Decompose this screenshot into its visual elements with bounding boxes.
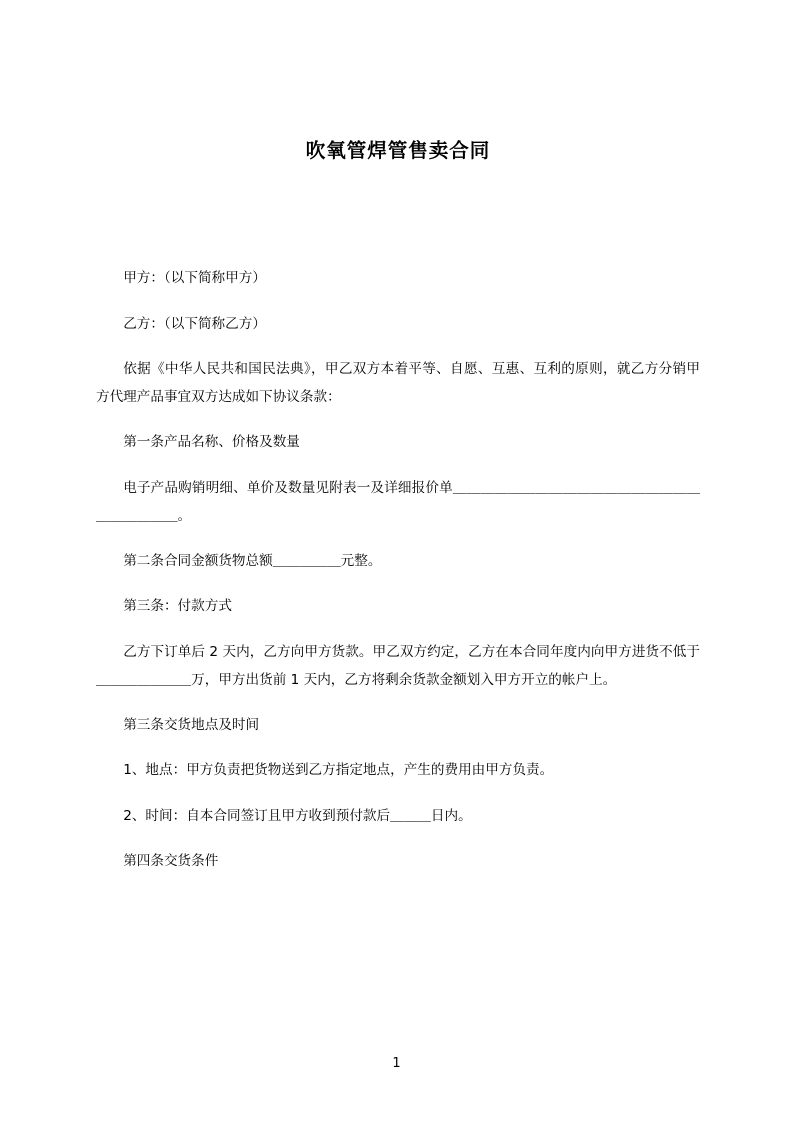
heading-article-1: 第一条产品名称、价格及数量	[123, 434, 300, 451]
paragraph-party-a: 甲方：（以下简称甲方）	[123, 270, 266, 287]
document-content	[96, 0, 700, 892]
paragraph-article-3-body: 乙方下订单后 2 天内，乙方向甲方货款。甲乙双方约定，乙方在本合同年度内向甲方进货不低于＿＿＿＿＿＿＿万，甲方出货前 1 天内，乙方将剩余货款金额划入甲方开立的帐户上。	[96, 643, 700, 688]
heading-article-3: 第三条：付款方式	[123, 598, 232, 615]
paragraph-delivery-location: 1、地点：甲方负责把货物送到乙方指定地点，产生的费用由甲方负责。	[123, 762, 554, 779]
page-title: 吹氧管焊管售卖合同	[305, 139, 491, 162]
paragraph-article-2: 第二条合同金额货物总额＿＿＿＿＿元整。	[123, 553, 382, 570]
paragraph-article-1-body: 电子产品购销明细、单价及数量见附表一及详细报价单＿＿＿＿＿＿＿＿＿＿＿＿＿＿＿＿＿＿＿＿＿＿＿＿。	[96, 479, 700, 524]
document-body	[96, 264, 700, 875]
paragraph-delivery-time: 2、时间：自本合同签订且甲方收到预付款后＿＿＿日内。	[123, 807, 472, 824]
heading-article-3b: 第三条交货地点及时间	[123, 717, 260, 734]
page-number: 1	[392, 1056, 401, 1071]
paragraph-party-b: 乙方：（以下简称乙方）	[123, 315, 266, 332]
heading-article-4: 第四条交货条件	[123, 853, 219, 870]
paragraph-preamble: 依据《中华人民共和国民法典》，甲乙双方本着平等、自愿、互惠、互利的原则，就乙方分销甲方代理产品事宜双方达成如下协议条款：	[96, 360, 700, 406]
